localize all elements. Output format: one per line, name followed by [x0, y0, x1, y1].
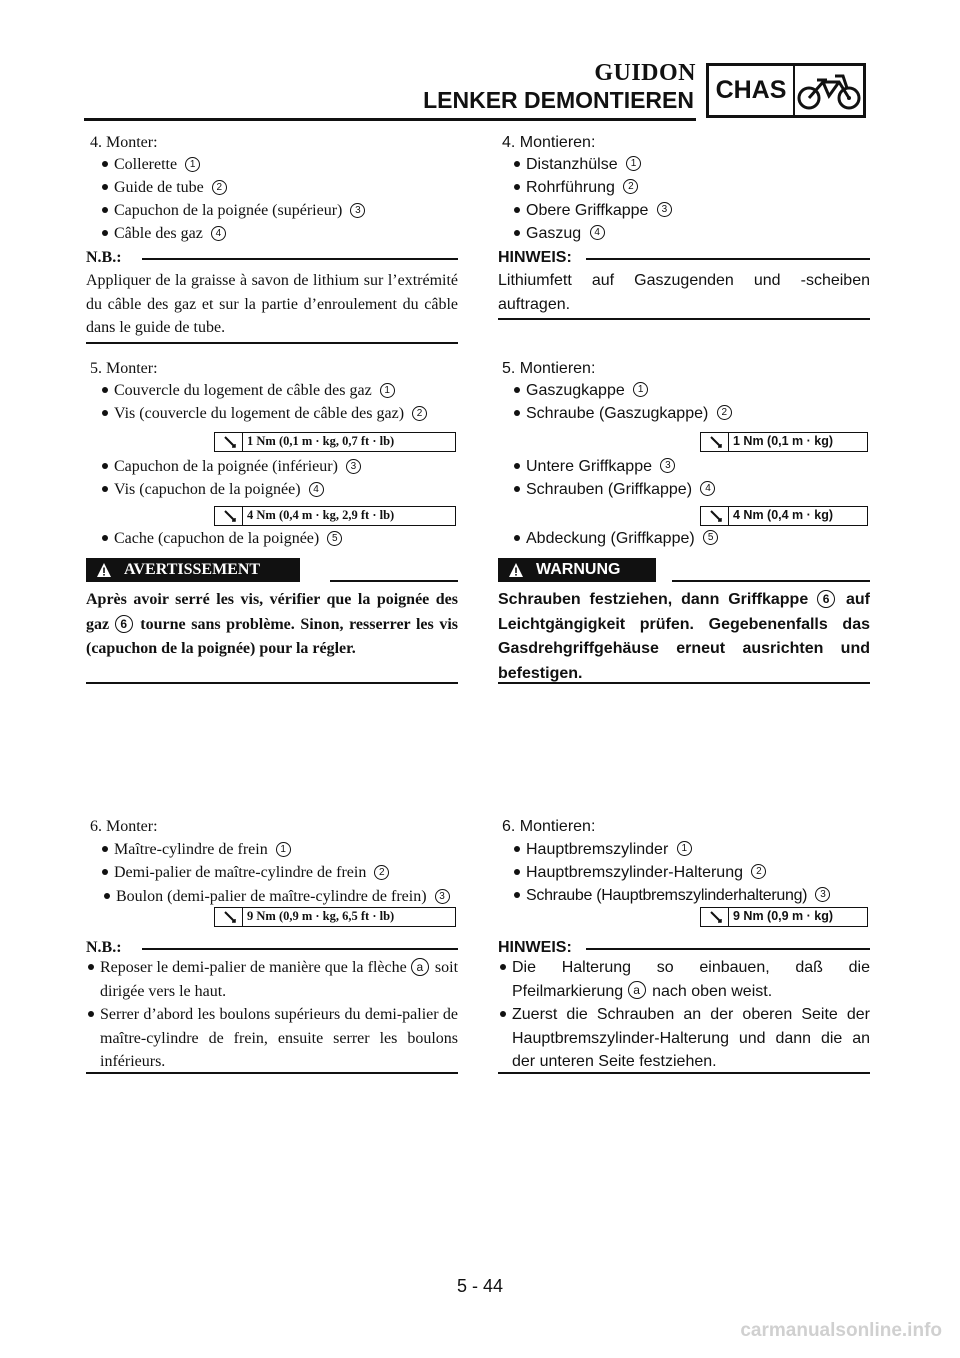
list-item: Gaszugkappe 1: [514, 380, 648, 402]
note-head: HINWEIS:: [498, 249, 572, 266]
wrench-icon: [710, 436, 722, 448]
torque-spec: 9 Nm (0,9 m · kg, 6,5 ft · lb): [214, 907, 456, 927]
warning-end-rule: [86, 682, 458, 684]
warning-rule: [330, 580, 458, 582]
page-number: 5 - 44: [456, 1276, 504, 1296]
wrench-icon: [224, 436, 236, 448]
step-6-label: 6. Monter:: [90, 818, 158, 835]
list-item: Schrauben (Griffkappe) 4: [514, 479, 715, 501]
note-rule: [586, 948, 870, 950]
watermark[interactable]: carmanualsonline.info: [740, 1320, 942, 1341]
note-end-rule: [498, 1072, 870, 1074]
torque-spec: 1 Nm (0,1 m · kg, 0,7 ft · lb): [214, 432, 456, 452]
step-5-label: 5. Monter:: [90, 360, 158, 377]
list-item: Cache (capuchon de la poignée) 5: [102, 528, 342, 550]
wrench-icon: [710, 510, 722, 522]
warning-rule: [672, 580, 870, 582]
warning-end-rule: [498, 682, 870, 684]
warning-banner: WARNUNG: [498, 558, 656, 582]
torque-spec: 4 Nm (0,4 m · kg): [700, 506, 868, 526]
list-item: Couvercle du logement de câble des gaz 1: [102, 380, 395, 402]
note-end-rule: [86, 1072, 458, 1074]
list-item: Câble des gaz 4: [102, 223, 226, 245]
list-item: Abdeckung (Griffkappe) 5: [514, 528, 718, 550]
warning-banner: AVERTISSEMENT: [86, 558, 300, 582]
list-item: Vis (couvercle du logement de câble des gaz) 2: [102, 403, 427, 425]
motorcycle-icon: [795, 68, 863, 114]
step-5-label: 5. Montieren:: [502, 360, 596, 377]
list-item: Untere Griffkappe 3: [514, 456, 675, 478]
header-rule: [84, 118, 696, 121]
list-item: Rohrführung 2: [514, 177, 638, 199]
list-item: Vis (capuchon de la poignée) 4: [102, 479, 324, 501]
list-item: Obere Griffkappe 3: [514, 200, 672, 222]
list-item: Capuchon de la poignée (inférieur) 3: [102, 456, 361, 478]
note-rule: [142, 258, 458, 260]
warning-icon: [508, 562, 524, 578]
note-head: HINWEIS:: [498, 939, 572, 956]
section-title-de: LENKER DEMONTIEREN: [423, 87, 694, 113]
list-item: Demi-palier de maître-cylindre de frein 2: [102, 862, 389, 884]
list-item: Gaszug 4: [514, 223, 605, 245]
warning-text: Après avoir serré les vis, vérifier que la poignée des gaz 6 tourne sans problème. Sinon, resserrer les vis (capuchon de la poignée) pour la régler.: [86, 591, 458, 657]
list-item: Reposer le demi-palier de manière que la flèche a soit dirigée vers le haut.: [86, 956, 458, 1003]
note-head: N.B.:: [86, 249, 122, 266]
note-end-rule: [498, 318, 870, 320]
list-item: Boulon (demi-palier de maître-cylindre de frein) 3: [102, 885, 458, 909]
list-item: Hauptbremszylinder-Halterung 2: [514, 862, 766, 884]
list-item: Serrer d’abord les boulons supérieurs du demi-palier de maître-cylindre de frein, ensuite serrer les boulons inférieurs.: [86, 1003, 458, 1074]
warning-icon: [96, 562, 112, 578]
step-4-label: 4. Monter:: [90, 134, 158, 151]
step-6-label: 6. Montieren:: [502, 818, 596, 835]
section-badge: [706, 63, 866, 118]
section-code: CHAS: [709, 66, 795, 115]
list-item: Guide de tube 2: [102, 177, 227, 199]
list-item: Zuerst die Schrauben an der oberen Seite der Hauptbremszylinder-Halterung und dann die an der unteren Seite festziehen.: [498, 1003, 870, 1074]
list-item: Capuchon de la poignée (supérieur) 3: [102, 200, 365, 222]
note-text: Appliquer de la graisse à savon de lithium sur l’extrémité du câble des gaz et sur la partie d’enroulement du câble dans le guide de tube.: [86, 272, 458, 336]
note-rule: [586, 258, 870, 260]
note-end-rule: [86, 342, 458, 344]
torque-spec: 4 Nm (0,4 m · kg, 2,9 ft · lb): [214, 506, 456, 526]
note-text: Lithiumfett auf Gaszugenden und -scheiben auftragen.: [498, 272, 870, 313]
list-item: Distanzhülse 1: [514, 154, 641, 176]
note-head: N.B.:: [86, 939, 122, 956]
list-item: Die Halterung so einbauen, daß die Pfeilmarkierung a nach oben weist.: [498, 956, 870, 1003]
list-item: Schraube (Hauptbremszylinderhalterung) 3: [514, 885, 830, 907]
wrench-icon: [224, 510, 236, 522]
warning-text: Schrauben festziehen, dann Griffkappe 6 auf Leichtgängigkeit prüfen. Gegebenenfalls das Gasdrehgriffgehäuse erneut ausrichten und befestigen.: [498, 591, 870, 682]
step-4-label: 4. Montieren:: [502, 134, 596, 151]
list-item: Collerette 1: [102, 154, 200, 176]
note-rule: [142, 948, 458, 950]
torque-spec: 1 Nm (0,1 m · kg): [700, 432, 868, 452]
section-title-fr: GUIDON: [594, 60, 696, 86]
wrench-icon: [224, 911, 236, 923]
wrench-icon: [710, 911, 722, 923]
torque-spec: 9 Nm (0,9 m · kg): [700, 907, 868, 927]
list-item: Maître-cylindre de frein 1: [102, 839, 291, 861]
list-item: Schraube (Gaszugkappe) 2: [514, 403, 732, 425]
list-item: Hauptbremszylinder 1: [514, 839, 692, 861]
